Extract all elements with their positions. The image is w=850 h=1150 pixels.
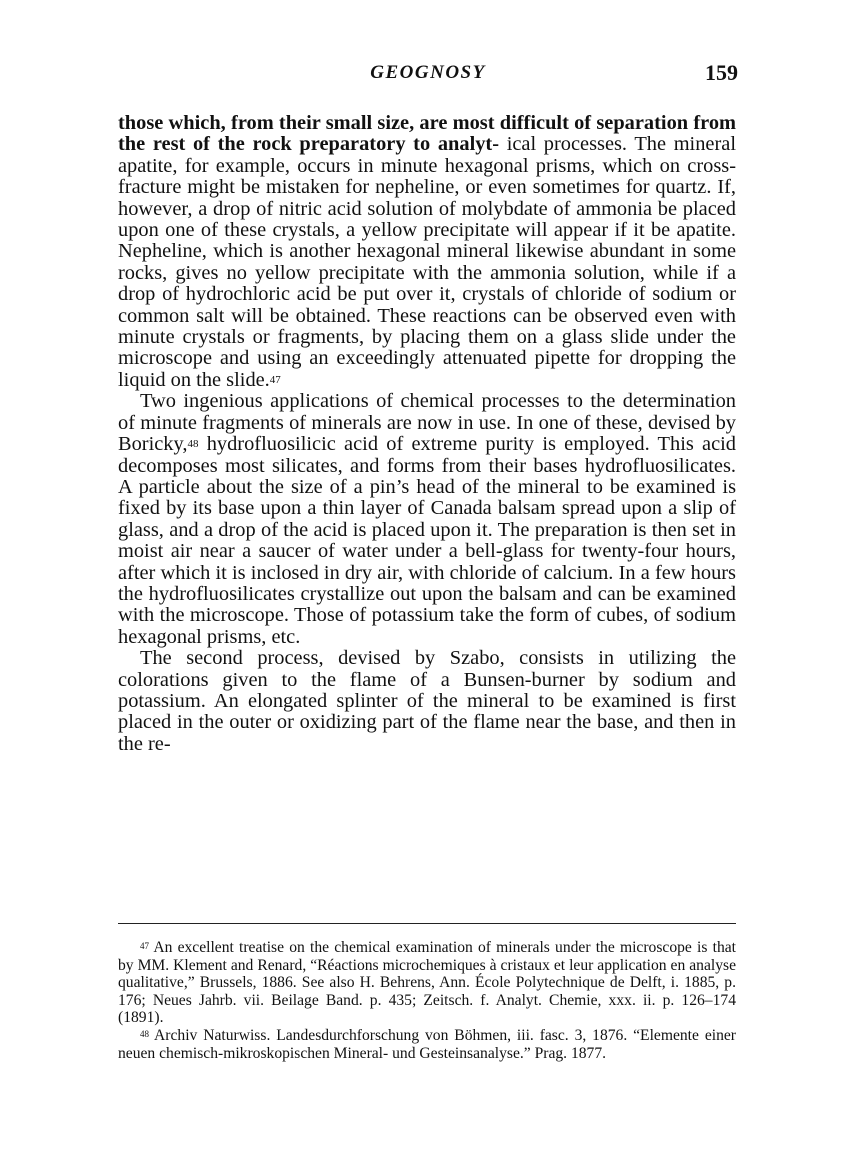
footnote-48 — [118, 1027, 736, 1062]
paragraph-3 — [118, 648, 736, 755]
body-text — [118, 113, 736, 755]
running-head: GEOGNOSY — [370, 62, 486, 83]
footnote-text: Archiv Naturwiss. Landesdurchforschung von Böhmen, iii. fasc. 3, 1876. “Elemente einer neuen chemisch-mikroskopischen Mineral- und Gesteinsanalyse.” Prag. 1877. — [118, 1026, 736, 1062]
paragraph-2-text-b: hydrofluosilicic acid of extreme purity is employed. This acid decomposes most silicates, and forms from their bases hydrofluosilicates. A particle about the size of a pin’s head of the mineral to be examined is fixed by its base upon a thin layer of Canada balsam spread upon a slip of glass, and a drop of the acid is placed upon it. The preparation is then set in moist air near a saucer of water under a bell-glass for twenty-four hours, after which it is inclosed in dry air, with chloride of calcium. In a few hours the hydrofluosilicates crystallize out upon the balsam and can be examined with the microscope. Those of potassium take the form of cubes, of sodium hexagonal prisms, etc. — [118, 433, 736, 648]
page-header — [118, 60, 738, 92]
footnotes — [118, 939, 736, 1062]
page-number: 159 — [705, 60, 738, 85]
paragraph-2-text-a: Two ingenious applications of chemical processes to the determination of minute fragments of minerals are now in use. In one of these, devised by Boricky, — [118, 390, 736, 456]
footnote-marker: 48 — [140, 1028, 149, 1039]
footnote-marker: 47 — [140, 941, 149, 951]
footnote-ref-48: 48 — [187, 438, 199, 451]
paragraph-3-text: The second process, devised by Szabo, consists in utilizing the colorations given to the flame of a Bunsen-burner by sodium and potassium. An elongated splinter of the mineral to be examined is first placed in the outer or oxidizing part of the flame near the base, and then in the re- — [118, 647, 736, 755]
paragraph-2 — [118, 391, 736, 648]
footnote-47 — [118, 939, 736, 1027]
footnote-divider — [118, 923, 736, 924]
paragraph-1-text: ical processes. The mineral apatite, for example, occurs in minute hexagonal prisms, which on cross-fracture might be mistaken for nepheline, or even sometimes for quartz. If, however, a drop of nitric acid solution of molybdate of ammonia be placed upon one of these crystals, a yellow precipitate will appear if it be apatite. Nepheline, which is another hexagonal mineral likewise abundant in some rocks, gives no yellow precipitate with the ammonia solution, while if a drop of hydrochloric acid be put over it, crystals of chloride of sodium or common salt will be obtained. These reactions can be observed even with minute crystals or fragments, by placing them on a glass slide under the microscope and using an exceedingly attenuated pipette for dropping the liquid on the slide. — [118, 133, 736, 391]
footnote-text: An excellent treatise on the chemical examination of minerals under the microscope is that by MM. Klement and Renard, “Réactions microchemiques à cristaux et leur application en analyse qualitative,” Brussels, 1886. See also H. Behrens, Ann. École Polytechnique de Delft, i. 1885, p. 176; Neues Jahrb. vii. Beilage Band. p. 435; Zeitsch. f. Analyt. Chemie, xxx. ii. p. 126–174 (1891). — [118, 939, 736, 1027]
paragraph-1-lead: those which, from their small size, are most difficult of separation from the rest of the rock preparatory to analyt- — [118, 112, 736, 156]
footnote-ref-47: 47 — [269, 373, 281, 386]
paragraph-1 — [118, 113, 736, 391]
